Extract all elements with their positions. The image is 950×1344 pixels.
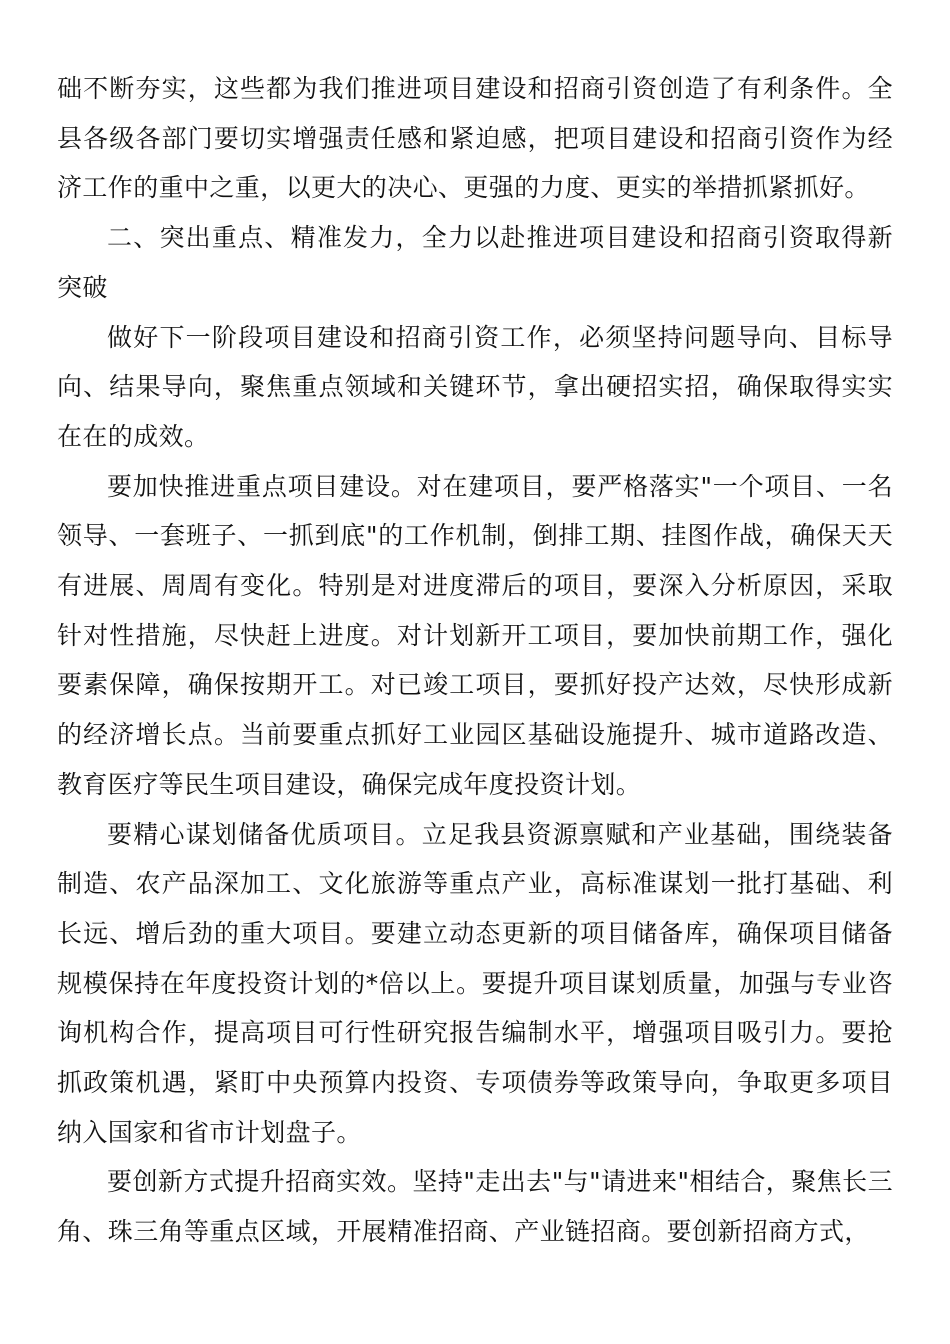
- paragraph-6: 要创新方式提升招商实效。坚持"走出去"与"请进来"相结合，聚焦长三角、珠三角等重点区域，开展精准招商、产业链招商。要创新招商方式，: [57, 1167, 893, 1247]
- section-heading-2: 二、突出重点、精准发力，全力以赴推进项目建设和招商引资取得新突破: [57, 223, 893, 302]
- document-page: [57, 64, 893, 1257]
- paragraph-1: 础不断夯实，这些都为我们推进项目建设和招商引资创造了有利条件。全县各级各部门要切实增强责任感和紧迫感，把项目建设和招商引资作为经济工作的重中之重，以更大的决心、更强的力度、更实的举措抓紧抓好。: [57, 74, 893, 203]
- paragraph-3: 做好下一阶段项目建设和招商引资工作，必须坚持问题导向、目标导向、结果导向，聚焦重点领域和关键环节，拿出硬招实招，确保取得实实在在的成效。: [57, 322, 893, 451]
- paragraph-4: 要加快推进重点项目建设。对在建项目，要严格落实"一个项目、一名领导、一套班子、一抓到底"的工作机制，倒排工期、挂图作战，确保天天有进展、周周有变化。特别是对进度滞后的项目，要深入分析原因，采取针对性措施，尽快赶上进度。对计划新开工项目，要加快前期工作，强化要素保障，确保按期开工。对已竣工项目，要抓好投产达效，尽快形成新的经济增长点。当前要重点抓好工业园区基础设施提升、城市道路改造、教育医疗等民生项目建设，确保完成年度投资计划。: [57, 471, 893, 799]
- paragraph-5: 要精心谋划储备优质项目。立足我县资源禀赋和产业基础，围绕装备制造、农产品深加工、文化旅游等重点产业，高标准谋划一批打基础、利长远、增后劲的重大项目。要建立动态更新的项目储备库，确保项目储备规模保持在年度投资计划的*倍以上。要提升项目谋划质量，加强与专业咨询机构合作，提高项目可行性研究报告编制水平，增强项目吸引力。要抢抓政策机遇，紧盯中央预算内投资、专项债券等政策导向，争取更多项目纳入国家和省市计划盘子。: [57, 819, 893, 1147]
